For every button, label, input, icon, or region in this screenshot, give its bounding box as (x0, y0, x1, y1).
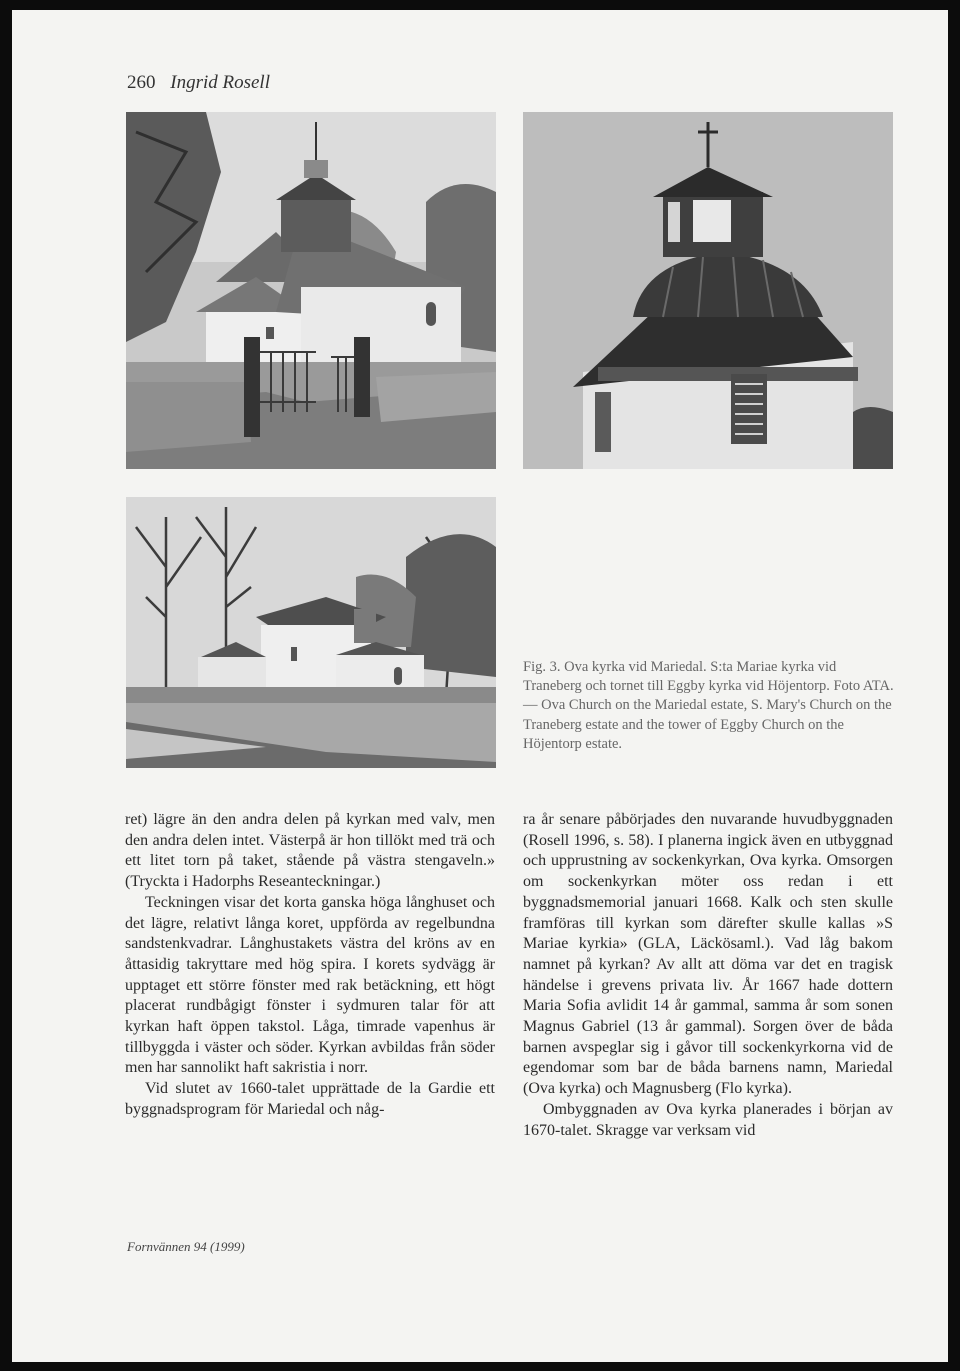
photo-traneberg-church (126, 497, 496, 768)
text-column-right (523, 810, 893, 1141)
photo-eggby-tower (523, 112, 893, 469)
page-number: 260 (127, 72, 156, 93)
paragraph: ra år senare påbörjades den nuvarande huvudbyggnaden (Rosell 1996, s. 58). I planerna ingick även en utbyggnad och upprustning av sockenkyrkan, Ova kyrka. Omsorgen om sockenkyrkan möter oss redan i ett byggnadsmemorial januari 1668. Kalk och sten skulle framföras till kyrkan som därefter skulle kallas »S Mariae kyrkia» (GLA, Läckösaml.). Vad låg bakom namnet på kyrkan? Av allt att döma var det en tragisk händelse i grevens privata liv. År 1667 hade dottern Maria Sofia avlidit 14 år gammal, samma år som sonen Magnus Gabriel (13 år gammal). Sorgen över de båda barnen avspeglar sig i gåvor till sockenkyrkorna vid de egendomar som bar de båda barnens namn, Mariedal (Ova kyrka) och Magnusberg (Flo kyrka). (523, 811, 893, 1098)
paragraph: Ombyggnaden av Ova kyrka planerades i början av 1670-talet. Skragge var verksam vid (523, 1100, 893, 1139)
text-column-left (125, 810, 495, 1121)
paragraph: Teckningen visar det korta ganska höga långhuset och det lägre, relativt långa koret, uppförda av regelbundna sandstenkvadrar. Långhustakets västra del kröns av en åttasidig takryttare med hög spira. I korets sydvägg är upptaget ett större fönster med rak betäckning, ett högt placerat rundbågigt fönster i sydmuren talar för att kyrkan haft öppen takstol. Låga, timrade vapenhus är tillbyggda i väster och söder. Kyrkan avbildas från söder men har sannolikt haft sakristia i norr. (125, 893, 495, 1077)
figure-caption: Fig. 3. Ova kyrka vid Mariedal. S:ta Mariae kyrka vid Traneberg och tornet till Eggby kyrka vid Höjentorp. Foto ATA. — Ova Church on the Mariedal estate, S. Mary's Church on the Traneberg estate and the tower of Eggby Church on the Höjentorp estate. (523, 659, 894, 752)
photo-ova-church (126, 112, 496, 469)
journal-footer: Fornvännen 94 (1999) (127, 1239, 245, 1254)
running-author: Ingrid Rosell (170, 72, 270, 93)
paragraph: Vid slutet av 1660-talet upprättade de la Gardie ett byggnadsprogram för Mariedal och någ- (125, 1080, 495, 1118)
running-header (127, 72, 270, 94)
paragraph: ret) lägre än den andra delen på kyrkan med valv, men den andra delen intet. Västerpå är hon tillökt med trä och ett litet torn på taket, stående på västra stengaveln.» (Tryckta i Hadorphs Reseanteckningar.) (125, 811, 495, 891)
page (12, 10, 948, 1362)
